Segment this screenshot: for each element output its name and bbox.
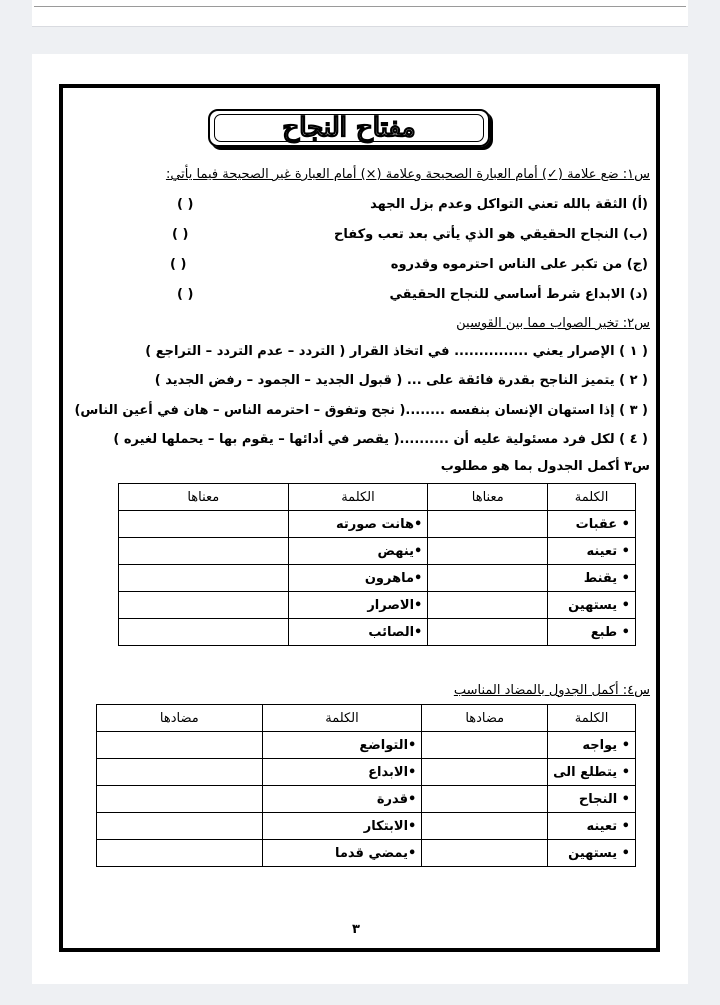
previous-page-strip xyxy=(32,0,688,27)
q3-row-answer-cell[interactable] xyxy=(428,592,548,619)
q4-row-word-cell: • يستهين xyxy=(548,840,636,867)
q4-row-answer-cell[interactable] xyxy=(97,840,263,867)
q4-row-answer-cell[interactable] xyxy=(97,786,263,813)
q3-row-word-cell: •الاصرار xyxy=(288,592,428,619)
q1-answer-c[interactable]: ( ) xyxy=(170,257,187,272)
page-number: ٣ xyxy=(352,922,360,937)
q3-heading: س٣ أكمل الجدول بما هو مطلوب xyxy=(440,459,650,474)
q4-row-word-cell: •الابداع xyxy=(262,759,422,786)
q4-row xyxy=(97,813,636,840)
q1-item-d: (د) الابداع شرط أساسي للنجاح الحقيقي xyxy=(389,287,648,302)
q3-row-word-cell: • طبع xyxy=(548,619,636,646)
q2-heading: س٢: تخير الصواب مما بين القوسين xyxy=(456,316,650,331)
q1-heading: س١: ضع علامة (✓) أمام العبارة الصحيحة وعلامة (×) أمام العبارة غير الصحيحة فيما يأتي: xyxy=(165,167,650,182)
q4-row xyxy=(97,840,636,867)
q4-header-word-2: الكلمة xyxy=(262,705,422,732)
q3-row-answer-cell[interactable] xyxy=(428,511,548,538)
q3-row-word-cell: •ماهرون xyxy=(288,565,428,592)
q4-row-word-cell: •الابتكار xyxy=(262,813,422,840)
q4-row-word-cell: • يتطلع الى xyxy=(548,759,636,786)
q3-row-answer-cell[interactable] xyxy=(119,511,289,538)
q3-row-word-cell: • يقنط xyxy=(548,565,636,592)
q4-row-word-cell: •التواضع xyxy=(262,732,422,759)
q3-row-word-cell: •ينهض xyxy=(288,538,428,565)
q3-row-answer-cell[interactable] xyxy=(119,538,289,565)
q4-row-word-cell: •يمضي قدما xyxy=(262,840,422,867)
q3-row xyxy=(119,538,636,565)
q1-item-b: (ب) النجاح الحقيقي هو الذي يأتي بعد تعب وكفاح xyxy=(334,227,648,242)
q3-header-meaning-2: معناها xyxy=(119,484,289,511)
q2-item-3: ( ٣ ) إذا استهان الإنسان بنفسه ........( نجح وتفوق – احترمه الناس – هان في أعين الناس) xyxy=(74,403,648,418)
previous-page-rule xyxy=(34,6,686,7)
q4-table xyxy=(96,704,636,867)
q4-row-answer-cell[interactable] xyxy=(422,840,548,867)
q4-row-word-cell: •قدرة xyxy=(262,786,422,813)
q4-heading: س٤: أكمل الجدول بالمضاد المناسب xyxy=(453,683,650,698)
q3-header-meaning: معناها xyxy=(428,484,548,511)
q2-item-4: ( ٤ ) لكل فرد مسئولية عليه أن ..........( يقصر في أدائها – يقوم بها – يحملها لغيره ) xyxy=(113,432,648,447)
q3-row-word-cell: • يستهين xyxy=(548,592,636,619)
q4-header-word: الكلمة xyxy=(548,705,636,732)
title-banner xyxy=(208,109,490,147)
q1-answer-a[interactable]: ( ) xyxy=(177,197,194,212)
q3-header-row xyxy=(119,484,636,511)
q4-row-answer-cell[interactable] xyxy=(422,759,548,786)
q1-answer-d[interactable]: ( ) xyxy=(177,287,194,302)
q4-row xyxy=(97,732,636,759)
q3-row-word-cell: • عقبات xyxy=(548,511,636,538)
q3-row-answer-cell[interactable] xyxy=(119,592,289,619)
q1-item-c: (ج) من تكبر على الناس احترموه وقدروه xyxy=(390,257,648,272)
q4-header-opposite: مضادها xyxy=(422,705,548,732)
q3-row-answer-cell[interactable] xyxy=(428,538,548,565)
q1-answer-b[interactable]: ( ) xyxy=(172,227,189,242)
q3-table xyxy=(118,483,636,646)
q4-row xyxy=(97,786,636,813)
worksheet-page xyxy=(32,54,688,984)
q3-row xyxy=(119,511,636,538)
q3-row-word-cell: •هانت صورته xyxy=(288,511,428,538)
q3-row xyxy=(119,592,636,619)
page-title: مفتاح النجاح xyxy=(282,113,416,143)
q3-row xyxy=(119,565,636,592)
q2-item-2: ( ٢ ) يتميز الناجح بقدرة فائقة على ... ( قبول الجديد – الجمود – رفض الجديد ) xyxy=(154,373,648,388)
q3-row-answer-cell[interactable] xyxy=(428,619,548,646)
q4-row-answer-cell[interactable] xyxy=(422,813,548,840)
q4-header-opposite-2: مضادها xyxy=(97,705,263,732)
q3-header-word-2: الكلمة xyxy=(288,484,428,511)
q3-row-answer-cell[interactable] xyxy=(119,619,289,646)
q4-row-answer-cell[interactable] xyxy=(97,759,263,786)
q4-row-word-cell: • النجاح xyxy=(548,786,636,813)
q3-header-word: الكلمة xyxy=(548,484,636,511)
q2-item-1: ( ١ ) الإصرار يعني ............... في اتخاذ القرار ( التردد – عدم التردد – التراجع ) xyxy=(145,344,648,359)
q4-row-answer-cell[interactable] xyxy=(422,732,548,759)
q3-row-word-cell: •الصائب xyxy=(288,619,428,646)
q4-row-answer-cell[interactable] xyxy=(97,732,263,759)
q4-row xyxy=(97,759,636,786)
q3-row xyxy=(119,619,636,646)
q4-header-row xyxy=(97,705,636,732)
q3-row-answer-cell[interactable] xyxy=(119,565,289,592)
q3-row-word-cell: • تعينه xyxy=(548,538,636,565)
q4-row-word-cell: • يواجه xyxy=(548,732,636,759)
q4-row-answer-cell[interactable] xyxy=(97,813,263,840)
q3-row-answer-cell[interactable] xyxy=(428,565,548,592)
q4-row-word-cell: • تعينه xyxy=(548,813,636,840)
q1-item-a: (أ) الثقة بالله تعني التواكل وعدم بزل الجهد xyxy=(370,197,648,212)
q4-row-answer-cell[interactable] xyxy=(422,786,548,813)
